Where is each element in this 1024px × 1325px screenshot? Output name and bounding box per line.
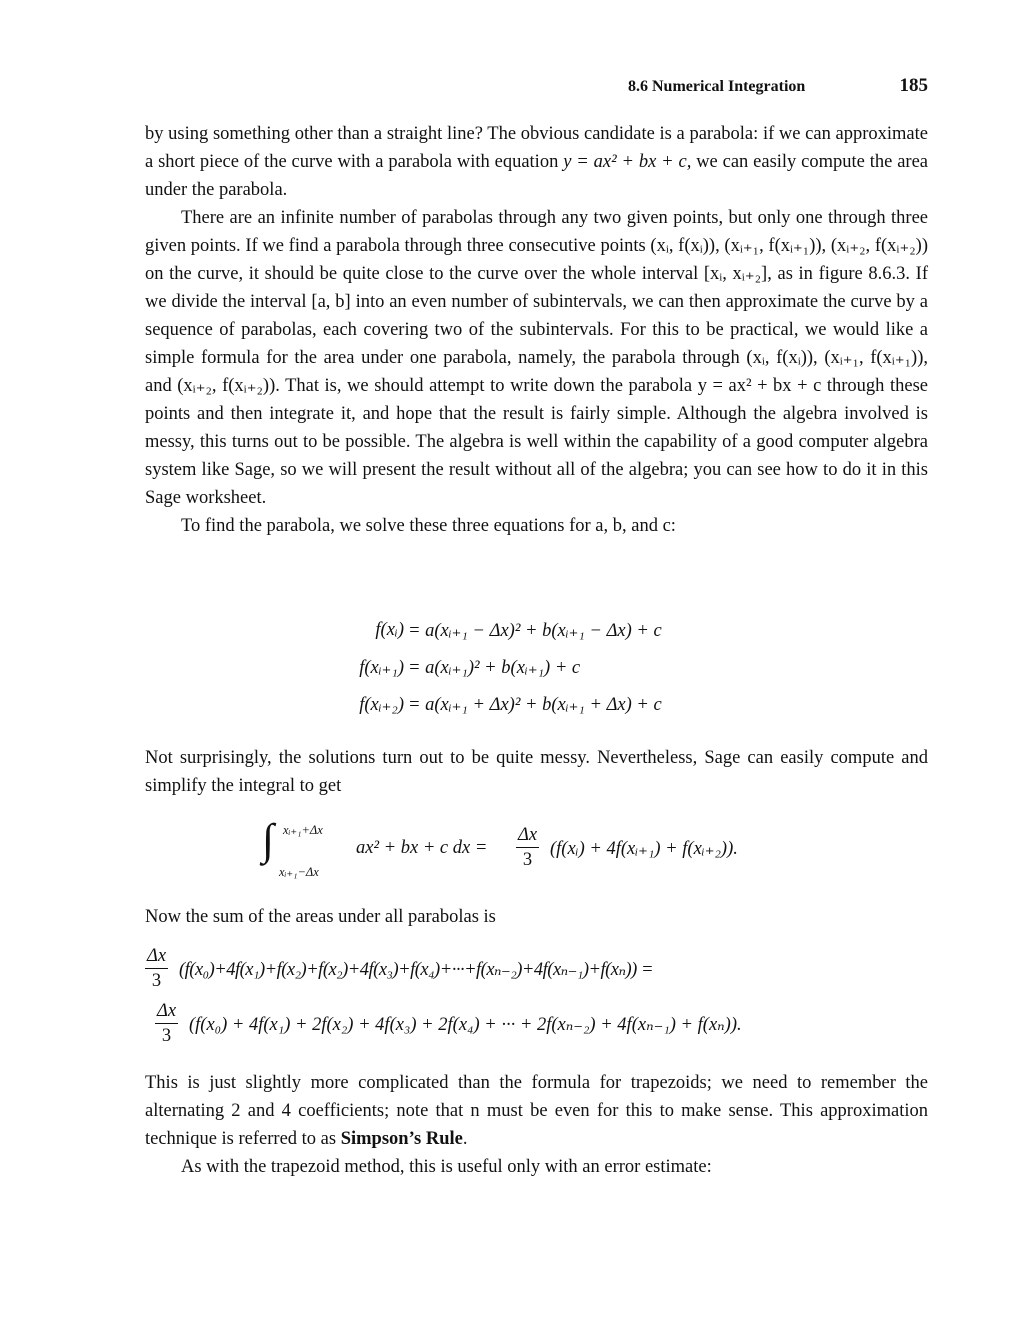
equation-3-lhs: f(xᵢ₊₂) xyxy=(359,695,404,715)
paragraph-1: by using something other than a straight line? The obvious candidate is a parabola: if we can approximate a short piece of the curve with a parabola with equation y = ax² + bx + c, we can easily compute the area under the parabola. xyxy=(145,124,928,200)
page-number: 185 xyxy=(899,75,928,96)
body-text-bottom xyxy=(145,1069,928,1181)
sum-line-1: (f(x₀)+4f(x₁)+f(x₂)+f(x₂)+4f(x₃)+f(x₄)+···+f(xₙ₋₂)+4f(xₙ₋₁)+f(xₙ)) = xyxy=(179,960,653,980)
paragraph-4: Not surprisingly, the solutions turn out to be quite messy. Nevertheless, Sage can easily compute and simplify the integral to get xyxy=(145,748,928,796)
paragraph-2: There are an infinite number of parabolas through any two given points, but only one through three given points. If we find a parabola through three consecutive points (xᵢ, f(xᵢ)), (xᵢ₊₁, f(xᵢ₊₁)), (xᵢ₊₂, f(xᵢ₊₂)) on the curve, it should be quite close to the curve over the whole interval [xᵢ, xᵢ₊₂], as in figure 8.6.3. If we divide the interval [a, b] into an even number of subintervals, we can then approximate the curve by a sequence of parabolas, each covering two of the subintervals. For this to be practical, we would like a simple formula for the area under one parabola, namely, the parabola through (xᵢ, f(xᵢ)), (xᵢ₊₁, f(xᵢ₊₁)), and (xᵢ₊₂, f(xᵢ₊₂)). That is, we should attempt to write down the parabola y = ax² + bx + c through these points and then integrate it, and hope that the result is fairly simple. Although the algebra involved is messy, this turns out to be possible. The algebra is well within the capability of a good computer algebra system like Sage, so we will present the result without all of the algebra; you can see how to do it in this Sage worksheet. xyxy=(145,208,928,508)
paragraph-5: Now the sum of the areas under all parabolas is xyxy=(145,907,496,927)
sum-line-2: (f(x₀) + 4f(x₁) + 2f(x₂) + 4f(x₃) + 2f(x₄) + ··· + 2f(xₙ₋₂) + 4f(xₙ₋₁) + f(xₙ)). xyxy=(189,1015,742,1035)
simpsons-rule-term: Simpson’s Rule xyxy=(340,1129,463,1149)
equation-2-lhs: f(xᵢ₊₁) xyxy=(359,658,404,678)
paragraph-3: To find the parabola, we solve these three equations for a, b, and c: xyxy=(181,516,676,536)
paragraph-6: This is just slightly more complicated than the formula for trapezoids; we need to remember the alternating 2 and 4 coefficients; note that n must be even for this to make sense. This approximation technique is referred to as Simpson’s Rule. xyxy=(145,1073,928,1149)
sum-line-1-fraction: $\frac{\Delta x}{3}$ xyxy=(147,946,167,991)
sum-line-2-fraction: $\frac{\Delta x}{3}$ xyxy=(157,1001,177,1046)
integral-upper-limit: xᵢ₊₁+Δx xyxy=(283,823,323,837)
equation-1-rhs: = a(xᵢ₊₁ − Δx)² + b(xᵢ₊₁ − Δx) + c xyxy=(408,621,662,641)
integral-sign: ∫ xyxy=(262,815,275,864)
equation-1-lhs: f(xᵢ) xyxy=(375,620,404,640)
body-text-sum-intro xyxy=(145,903,928,931)
paragraph-7: As with the trapezoid method, this is useful only with an error estimate: xyxy=(181,1157,712,1177)
section-title: 8.6 Numerical Integration xyxy=(628,78,806,95)
equation-2-rhs: = a(xᵢ₊₁)² + b(xᵢ₊₁) + c xyxy=(408,658,581,678)
integral-fraction: $\frac{\Delta x}{3}$ xyxy=(518,825,538,870)
body-text-mid xyxy=(145,744,928,800)
integral-lower-limit: xᵢ₊₁−Δx xyxy=(279,865,319,879)
integral-result: (f(xᵢ) + 4f(xᵢ₊₁) + f(xᵢ₊₂)). xyxy=(550,839,738,859)
integrand: ax² + bx + c dx = xyxy=(356,838,488,858)
running-header xyxy=(628,76,928,100)
body-text-top xyxy=(145,120,928,540)
equation-3-rhs: = a(xᵢ₊₁ + Δx)² + b(xᵢ₊₁ + Δx) + c xyxy=(408,695,662,715)
